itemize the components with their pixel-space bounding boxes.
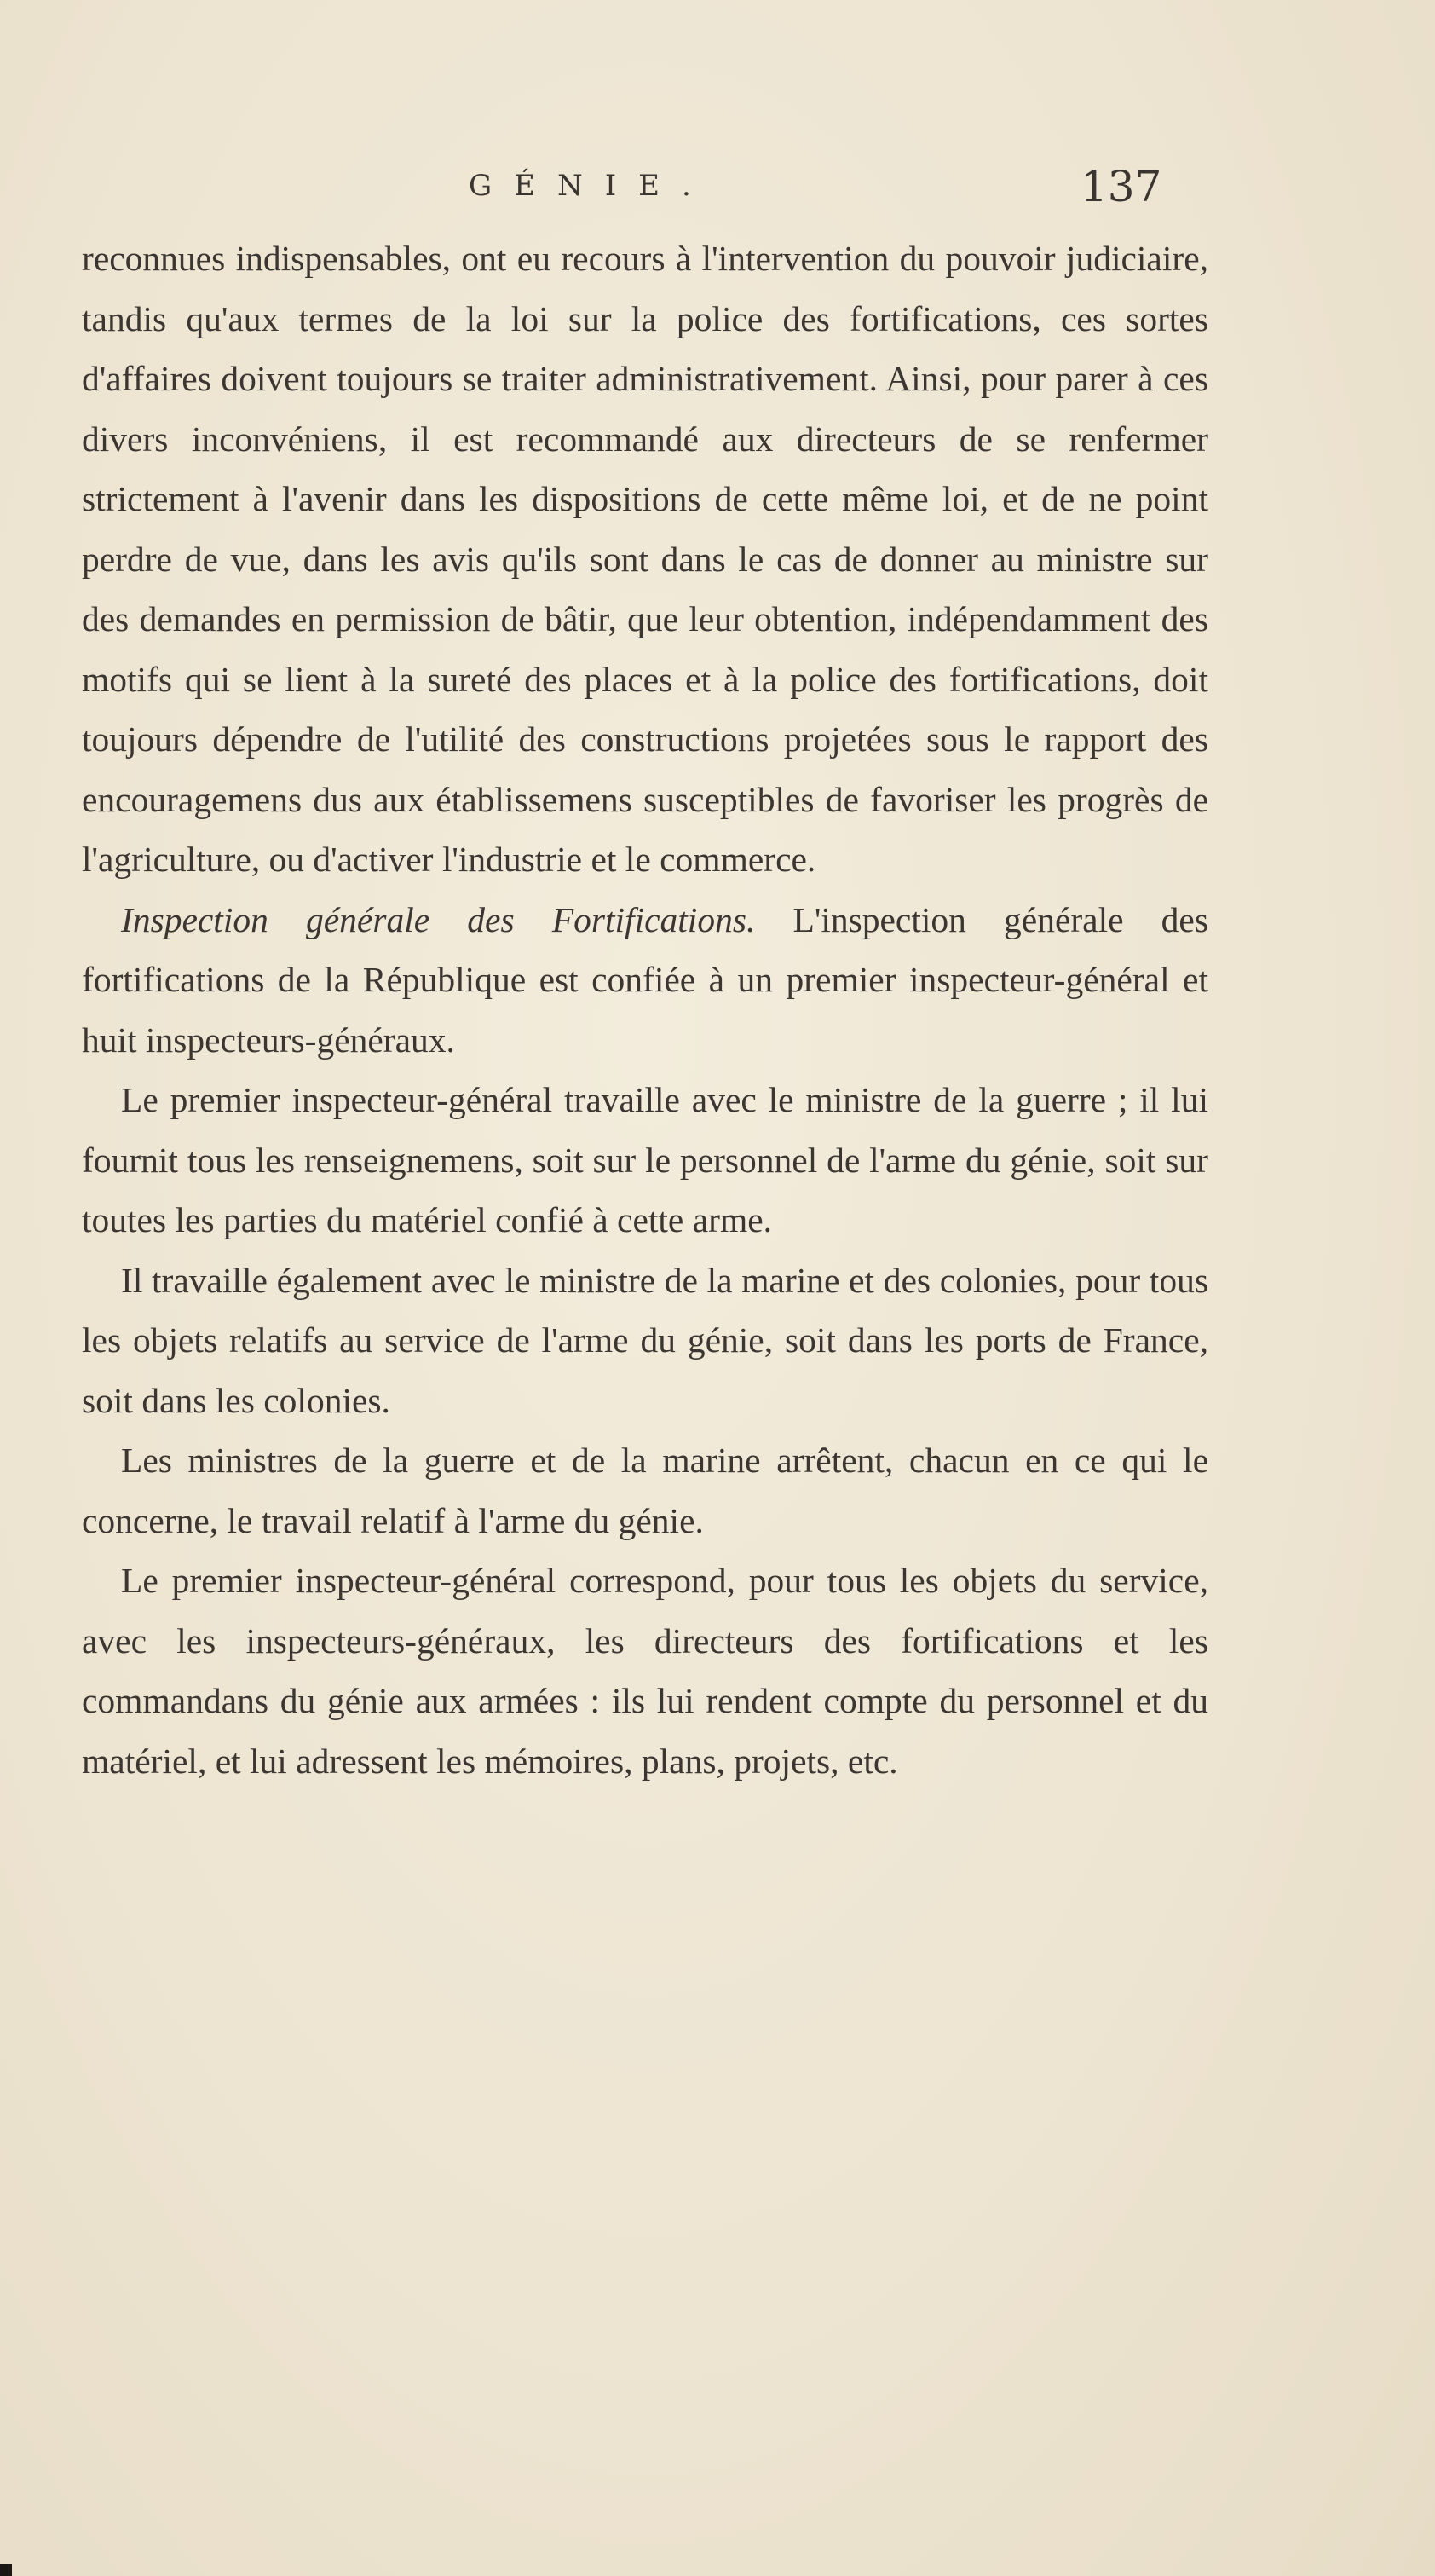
body-text (82, 228, 1208, 1791)
page-header (0, 162, 1435, 222)
paragraph-1: reconnues indispensables, ont eu recours à l'intervention du pouvoir judiciaire, tandis qu'aux termes de la loi sur la police des fortifications, ces sortes d'affaires doivent toujours se traiter administrativement. Ainsi, pour parer à ces divers inconvéniens, il est recommandé aux directeurs de se renfermer strictement à l'avenir dans les dispositions de cette même loi, et de ne point perdre de vue, dans les avis qu'ils sont dans le cas de donner au ministre sur des demandes en permission de bâtir, que leur obtention, indépendamment des motifs qui se lient à la sureté des places et à la police des fortifications, doit toujours dépendre de l'utilité des constructions projetées sous le rapport des encouragemens dus aux établissemens susceptibles de favoriser les progrès de l'agriculture, ou d'activer l'industrie et le commerce. (82, 239, 1208, 879)
page-number: 137 (1081, 162, 1162, 211)
page-corner-mark (0, 2564, 12, 2576)
section-heading: Inspection générale des Fortifications. (121, 899, 756, 939)
paragraph-4: Il travaille également avec le ministre de la marine et des colonies, pour tous les objets relatifs au service de l'arme du génie, soit dans les ports de France, soit dans les colonies. (82, 1260, 1208, 1420)
paragraph-2-text: L'inspection générale des fortifications de la République est confiée à un premier inspecteur-général et huit inspecteurs-généraux. (82, 899, 1208, 1060)
paragraph-6: Le premier inspecteur-général correspond, pour tous les objets du service, avec les inspecteurs-généraux, les directeurs des fortifications et les commandans du génie aux armées : ils lui rendent compte du personnel et du matériel, et lui adressent les mémoires, plans, projets, etc. (82, 1561, 1208, 1781)
paragraph-2 (82, 890, 1208, 1071)
paragraph-3: Le premier inspecteur-général travaille avec le ministre de la guerre ; il lui fournit tous les renseignemens, soit sur le personnel de l'arme du génie, soit sur toutes les parties du matériel confié à cette arme. (82, 1080, 1208, 1239)
paragraph-5: Les ministres de la guerre et de la marine arrêtent, chacun en ce qui le concerne, le travail relatif à l'arme du génie. (82, 1441, 1208, 1540)
running-head: GÉNIE. (469, 169, 713, 203)
